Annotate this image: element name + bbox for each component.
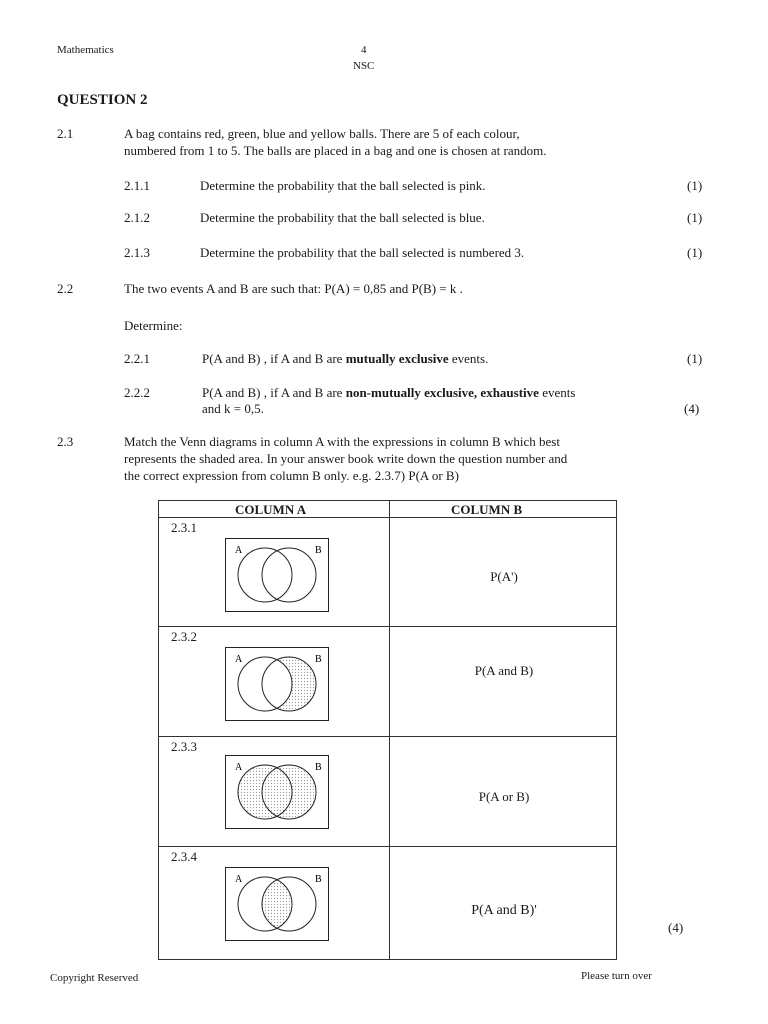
q2-2-2-bold: non-mutually exclusive, exhaustive — [345, 385, 539, 400]
expression-p-a-complement: P(A') — [490, 569, 518, 584]
venn-matching-table — [158, 500, 617, 960]
footer-please-turn-over: Please turn over — [581, 970, 652, 982]
q2-3-text-line3: the correct expression from column B only. e.g. 2.3.7) P(A or B) — [124, 468, 459, 483]
venn-label-b: B — [315, 654, 322, 665]
q2-2-1-pre: P(A and B) , if A and B are — [202, 351, 346, 366]
q2-2-2-text — [202, 385, 575, 401]
header-page-number: 4 — [361, 44, 367, 56]
q2-2-determine: Determine: — [124, 318, 183, 333]
row-divider-1 — [159, 626, 616, 627]
venn-diagram-2-3-1 — [225, 538, 329, 612]
q2-1-3-number: 2.1.3 — [124, 245, 150, 260]
q2-1-1-number: 2.1.1 — [124, 178, 150, 193]
q2-1-3-marks: (1) — [687, 245, 703, 260]
venn-label-a: A — [235, 545, 243, 556]
expression-p-a-or-b: P(A or B) — [478, 789, 530, 804]
header-code: NSC — [353, 60, 375, 72]
q2-1-1-text: Determine the probability that the ball selected is pink. — [200, 178, 486, 193]
q2-1-2-number: 2.1.2 — [124, 210, 150, 225]
q2-1-2-marks: (1) — [687, 210, 703, 225]
row-label-2-3-2: 2.3.2 — [171, 629, 197, 644]
q2-1-text-line2: numbered from 1 to 5. The balls are placed in a bag and one is chosen at random. — [124, 143, 547, 158]
venn-label-a: A — [235, 762, 243, 773]
venn-circle-b — [262, 548, 316, 602]
q2-2-2-marks: (4) — [684, 401, 700, 416]
venn-label-b: B — [315, 762, 322, 773]
venn-label-b: B — [315, 545, 322, 556]
q2-2-2-text-line2: and k = 0,5. — [202, 401, 264, 416]
q2-1-1-marks: (1) — [687, 178, 703, 193]
row-label-2-3-3: 2.3.3 — [171, 739, 197, 754]
venn-label-a: A — [235, 874, 243, 885]
q2-1-number: 2.1 — [57, 126, 74, 141]
header-subject: Mathematics — [57, 44, 114, 56]
venn-diagram-2-3-3 — [225, 755, 329, 829]
expression-p-a-and-b: P(A and B) — [474, 663, 534, 678]
venn-diagram-2-3-2 — [225, 647, 329, 721]
row-divider-3 — [159, 846, 616, 847]
column-b-heading: COLUMN B — [451, 502, 523, 517]
q2-3-number: 2.3 — [57, 434, 74, 449]
q2-2-number: 2.2 — [57, 281, 74, 296]
row-divider-2 — [159, 736, 616, 737]
q2-2-text: The two events A and B are such that: P(A) = 0,85 and P(B) = k . — [124, 281, 463, 296]
question-title: QUESTION 2 — [57, 92, 148, 108]
q2-1-2-text: Determine the probability that the ball selected is blue. — [200, 210, 485, 225]
q2-2-1-text — [202, 351, 488, 367]
q2-3-marks: (4) — [668, 920, 684, 935]
footer-copyright: Copyright Reserved — [50, 972, 139, 984]
q2-3-text-line1: Match the Venn diagrams in column A with the expressions in column B which best — [124, 434, 560, 449]
q2-3-text-line2: represents the shaded area. In your answer book write down the question number and — [124, 451, 568, 466]
venn-circle-a — [238, 548, 292, 602]
q2-2-2-post: events — [538, 385, 576, 400]
venn-label-b: B — [315, 874, 322, 885]
venn-diagram-2-3-4 — [225, 867, 329, 941]
expression-p-a-and-b-complement: P(A and B)' — [471, 903, 537, 918]
q2-2-2-pre: P(A and B) , if A and B are — [202, 385, 346, 400]
q2-2-1-post: events. — [448, 351, 489, 366]
q2-2-1-marks: (1) — [687, 351, 703, 366]
row-label-2-3-4: 2.3.4 — [171, 849, 197, 864]
row-label-2-3-1: 2.3.1 — [171, 520, 197, 535]
q2-1-text-line1: A bag contains red, green, blue and yellow balls. There are 5 of each colour, — [124, 126, 520, 141]
column-a-heading: COLUMN A — [235, 502, 307, 517]
q2-1-3-text: Determine the probability that the ball selected is numbered 3. — [200, 245, 525, 260]
venn-circle-a — [238, 657, 292, 711]
q2-2-1-bold: mutually exclusive — [345, 351, 449, 366]
q2-2-2-number: 2.2.2 — [124, 385, 150, 400]
venn-label-a: A — [235, 654, 243, 665]
q2-2-1-number: 2.2.1 — [124, 351, 150, 366]
header-row-divider — [159, 517, 616, 518]
